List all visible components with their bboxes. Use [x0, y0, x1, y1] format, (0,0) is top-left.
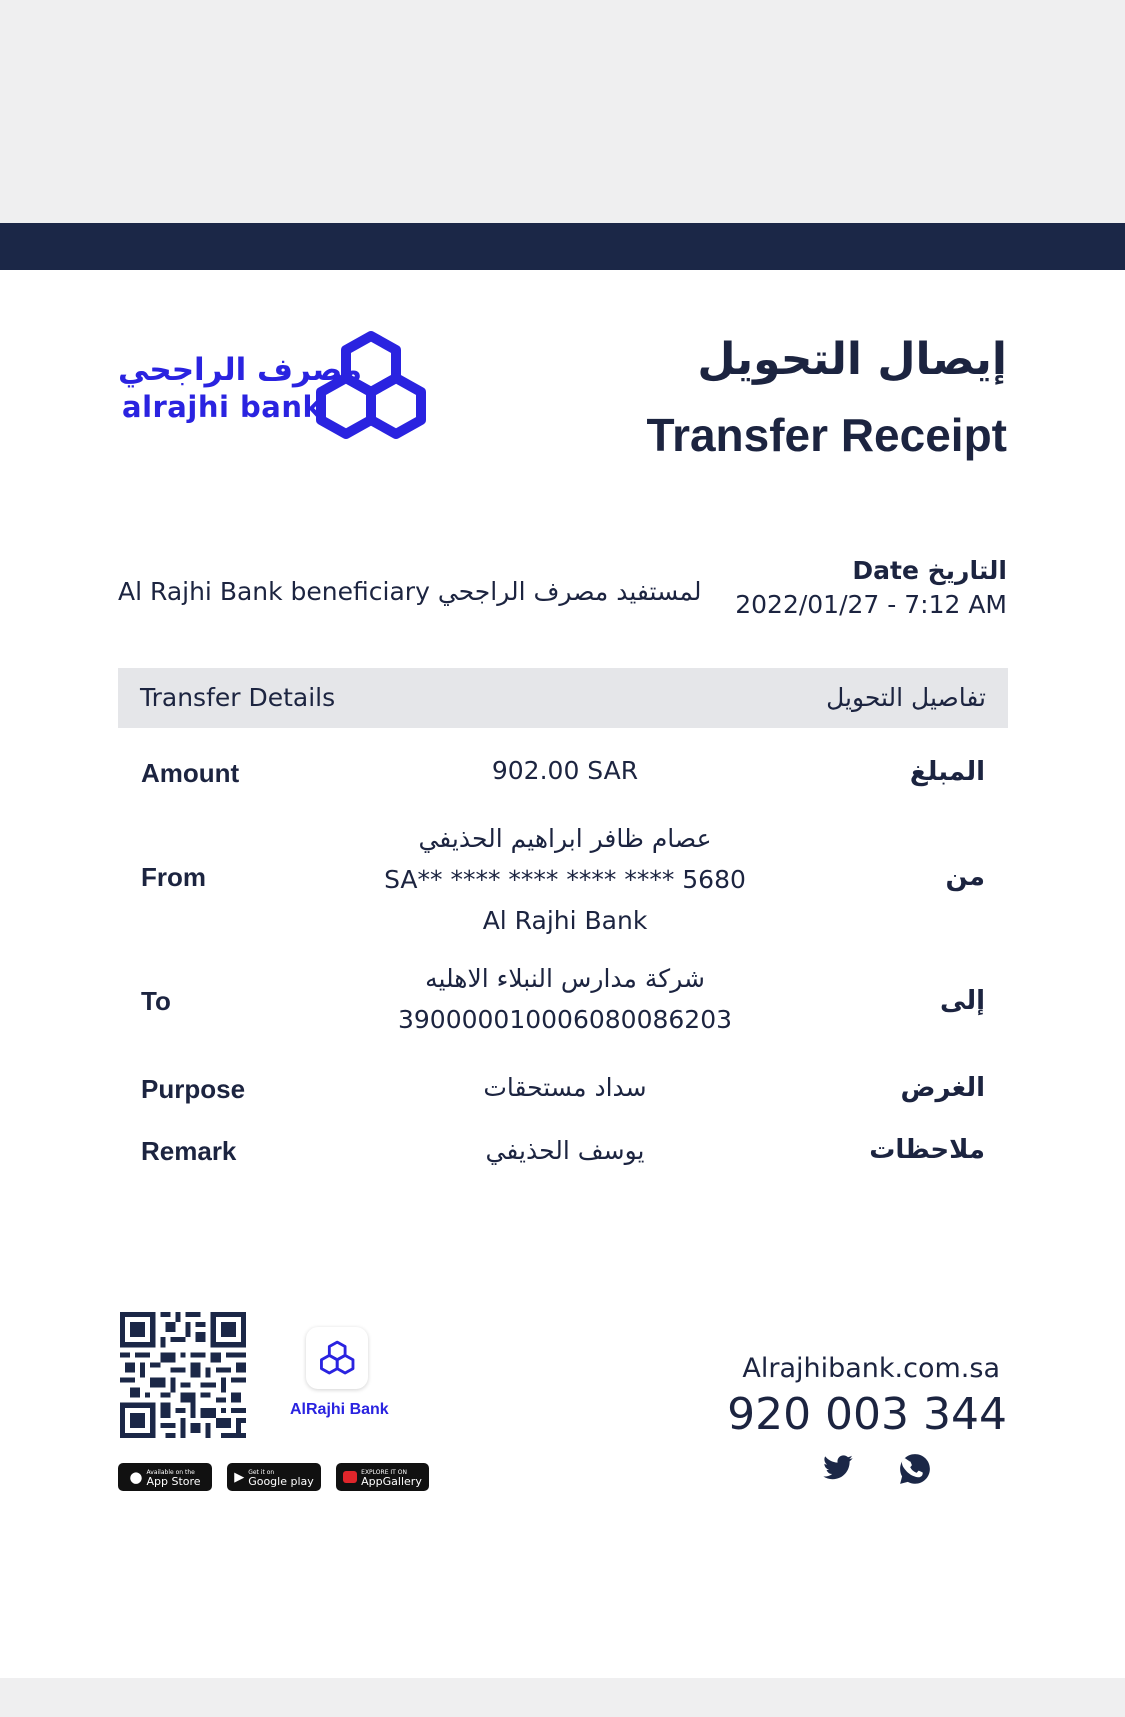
phone-number[interactable]: 920 003 344: [727, 1389, 1007, 1440]
purpose-label-ar: الغرض: [900, 1073, 985, 1103]
header-bar: [0, 223, 1125, 270]
purpose-text: سداد مستحقات: [483, 1073, 647, 1102]
from-label: From: [141, 862, 206, 892]
date-value: 2022/01/27 - 7:12 AM: [735, 590, 1007, 619]
to-name: شركة مدارس النبلاء الاهليه: [425, 964, 705, 993]
website-link[interactable]: Alrajhibank.com.sa: [742, 1353, 1000, 1384]
play-icon: ▶: [234, 1469, 245, 1485]
remark-value: [330, 1130, 800, 1171]
alrajhi-logo-icon: [312, 328, 430, 442]
brand-name-en: alrajhi bank: [122, 390, 323, 424]
google-play-label: Google play: [248, 1475, 314, 1488]
app-gallery-badge[interactable]: [336, 1463, 429, 1491]
remark-label: Remark: [141, 1136, 237, 1166]
app-gallery-small-text: EXPLORE IT ON: [361, 1469, 407, 1476]
amount-label: Amount: [141, 758, 240, 788]
transfer-details-header: [118, 668, 1008, 728]
amount-label-ar: المبلغ: [909, 757, 985, 787]
amount-value: [330, 750, 800, 791]
from-name: عصام ظافر ابراهيم الحذيفي: [418, 824, 712, 853]
purpose-value: [330, 1067, 800, 1108]
page-title: Transfer Receipt: [646, 409, 1007, 461]
page-title-ar: إيصال التحويل: [697, 334, 1007, 385]
remark-label-ar: ملاحظات: [869, 1135, 985, 1165]
app-store-label: App Store: [146, 1475, 201, 1488]
from-bank: Al Rajhi Bank: [482, 906, 648, 935]
qr-code[interactable]: [120, 1312, 246, 1438]
to-label: To: [141, 986, 171, 1016]
google-play-badge[interactable]: [227, 1463, 321, 1491]
details-header-en: Transfer Details: [140, 683, 336, 712]
huawei-icon: [343, 1471, 357, 1483]
from-label-ar: من: [945, 862, 985, 892]
brand-name-ar: مصرف الراجحي: [118, 352, 363, 388]
from-iban: SA** **** **** **** **** 5680: [384, 865, 746, 894]
app-store-small-text: Available on the: [146, 1469, 195, 1476]
to-account: 390000010006080086203: [397, 1005, 733, 1034]
to-value: [330, 958, 800, 1040]
purpose-label: Purpose: [141, 1074, 246, 1104]
app-store-badge[interactable]: [118, 1463, 212, 1491]
alrajhi-small-logo-icon: [306, 1327, 368, 1389]
to-label-ar: إلى: [940, 986, 985, 1016]
google-play-small-text: Get it on: [248, 1469, 275, 1476]
date-label: Date التاريخ: [852, 556, 1007, 585]
from-value: [330, 818, 800, 941]
app-name: AlRajhi Bank: [290, 1401, 389, 1418]
details-header-ar: تفاصيل التحويل: [826, 683, 986, 712]
whatsapp-icon[interactable]: [898, 1452, 932, 1486]
app-icon[interactable]: [306, 1327, 368, 1389]
remark-text: يوسف الحذيفي: [485, 1136, 645, 1165]
beneficiary-type: Al Rajhi Bank beneficiary لمستفيد مصرف الراجحي: [118, 577, 702, 606]
amount-value-text: 902.00 SAR: [491, 756, 639, 785]
apple-icon: ●: [129, 1468, 143, 1486]
app-gallery-label: AppGallery: [361, 1475, 422, 1488]
twitter-icon[interactable]: [820, 1452, 856, 1484]
